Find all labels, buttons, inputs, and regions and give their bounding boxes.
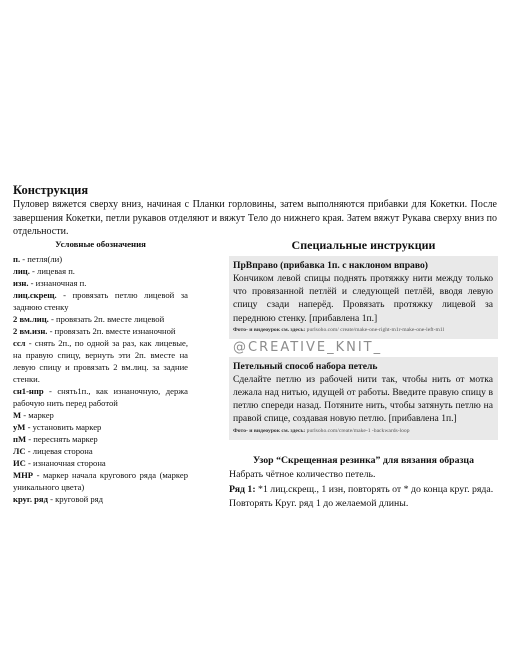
legend-desc: - провязать петлю лицевой за заднюю стенку bbox=[13, 290, 188, 312]
legend-term: изн. bbox=[13, 278, 29, 288]
legend-item bbox=[13, 253, 188, 265]
row-text: *1 лиц.скрещ., 1 изн, повторять от * до конца круг. ряда. bbox=[255, 483, 494, 495]
legend-desc: - провязать 2п. вместе лицевой bbox=[48, 314, 165, 324]
swatch-pattern-cast-on: Набрать чётное количество петель. bbox=[229, 469, 376, 481]
legend-desc: - установить маркер bbox=[25, 422, 102, 432]
source-link[interactable]: purlsoho.com/create/make-1 -backwards-loop bbox=[306, 427, 410, 434]
legend-term: пМ bbox=[13, 434, 27, 444]
swatch-pattern-title: Узор “Скрещенная резинка” для вязания образца bbox=[253, 454, 474, 466]
legend-item bbox=[13, 265, 188, 277]
special-instructions-title: Специальные инструкции bbox=[291, 238, 436, 252]
row-label: Ряд 1: bbox=[229, 483, 256, 495]
legend-item bbox=[13, 433, 188, 445]
legend-item bbox=[13, 421, 188, 433]
source-label: Фото- и видеоурок см. здесь: bbox=[233, 326, 307, 333]
legend-desc: - переснять маркер bbox=[26, 434, 98, 444]
legend-term: ссл bbox=[13, 338, 26, 348]
legend-desc: - лицевая сторона bbox=[25, 446, 93, 456]
legend-item bbox=[13, 277, 188, 289]
swatch-pattern-section bbox=[229, 454, 498, 512]
legend-desc: - провязать 2п. вместе изнаночной bbox=[47, 326, 176, 336]
source-label: Фото- и видеоурок см. здесь: bbox=[233, 427, 307, 434]
construction-text: Пуловер вяжется сверху вниз, начиная с Планки горловины, затем выполняются прибавки для Кокетки. После завершения Кокетки, петли рукавов отделяют и вяжут Тело до нижнего края. Затем вяжут Рукава сверху вниз по отдельности. bbox=[13, 199, 497, 237]
legend-term: ИС bbox=[13, 458, 26, 468]
legend-item bbox=[13, 325, 188, 337]
backward-loop-text: Сделайте петлю из рабочей нити так, чтобы нить от мотка лежала над нитью, идущей от работы. Введите правую спицу в петлю спереди назад. Потяните нить, чтобы затянуть петлю на правой спице, создавая новую петлю. [прибавлена 1п.] bbox=[233, 373, 493, 425]
legend-term: круг. ряд bbox=[13, 494, 48, 504]
backward-loop-box bbox=[229, 357, 498, 440]
increase-right-source bbox=[233, 326, 493, 335]
watermark: @CREATIVE_KNIT_ bbox=[233, 339, 383, 355]
legend-desc: - маркер начала кругового ряда (маркер уникального цвета) bbox=[13, 470, 188, 492]
increase-right-box bbox=[229, 256, 498, 339]
legend-term: лиц. bbox=[13, 266, 30, 276]
legend-item bbox=[13, 409, 188, 421]
legend-item bbox=[13, 457, 188, 469]
legend-item bbox=[13, 289, 188, 313]
legend-desc: - круговой ряд bbox=[47, 494, 104, 504]
legend-item bbox=[13, 313, 188, 325]
legend-desc: - изнаночная сторона bbox=[25, 458, 106, 468]
swatch-pattern-row1 bbox=[229, 483, 498, 498]
legend-desc: - снять1п., как изнаночную, держа рабочую нить перед работой bbox=[13, 386, 188, 408]
legend-term: уМ bbox=[13, 422, 26, 432]
backward-loop-title: Петельный способ набора петель bbox=[233, 360, 378, 372]
legend-term: лиц.скрещ. bbox=[13, 290, 57, 300]
legend-desc: - лицевая п. bbox=[29, 266, 75, 276]
construction-title: Конструкция bbox=[13, 183, 89, 197]
source-link[interactable]: purlsoho.com/ create/make-one-right-m1r-make-one-left-m1l bbox=[306, 326, 445, 333]
legend-item bbox=[13, 493, 188, 505]
legend-item bbox=[13, 337, 188, 385]
legend-term: 2 вм.изн. bbox=[13, 326, 48, 336]
special-instructions-section bbox=[229, 238, 498, 512]
legend-desc: - снять 2п., по одной за раз, как лицевые, на правую спицу, вернуть эти 2п. вместе на левую спицу и провязать 2 вм.лиц. за задние стенки. bbox=[13, 338, 188, 384]
swatch-pattern-repeat: Повторять Круг. ряд 1 до желаемой длины. bbox=[229, 498, 409, 510]
legend-term: М bbox=[13, 410, 22, 420]
legend-desc: - маркер bbox=[21, 410, 54, 420]
legend-desc: - петля(ли) bbox=[20, 254, 63, 264]
legend-term: ЛС bbox=[13, 446, 26, 456]
legend-title: Условные обозначения bbox=[55, 239, 146, 249]
backward-loop-source bbox=[233, 427, 493, 436]
legend-item bbox=[13, 385, 188, 409]
increase-right-title: ПрВправо (прибавка 1п. с наклоном вправо) bbox=[233, 260, 428, 271]
increase-right-text: Кончиком левой спицы поднять протяжку нити между только что провязанной петлёй и следующей петлёй, вводя левую спицу сзади наперёд. Провязать протяжку лицевой за переднюю стенку. [прибавлена 1п.] bbox=[233, 273, 493, 324]
legend-desc: - изнаночная п. bbox=[28, 278, 87, 288]
legend-term: МНР bbox=[13, 470, 34, 480]
legend-term: сн1-нпр bbox=[13, 386, 44, 396]
legend-section bbox=[13, 238, 188, 505]
legend-item bbox=[13, 469, 188, 493]
legend-term: 2 вм.лиц. bbox=[13, 314, 49, 324]
legend-term: п. bbox=[13, 254, 21, 264]
legend-item bbox=[13, 445, 188, 457]
